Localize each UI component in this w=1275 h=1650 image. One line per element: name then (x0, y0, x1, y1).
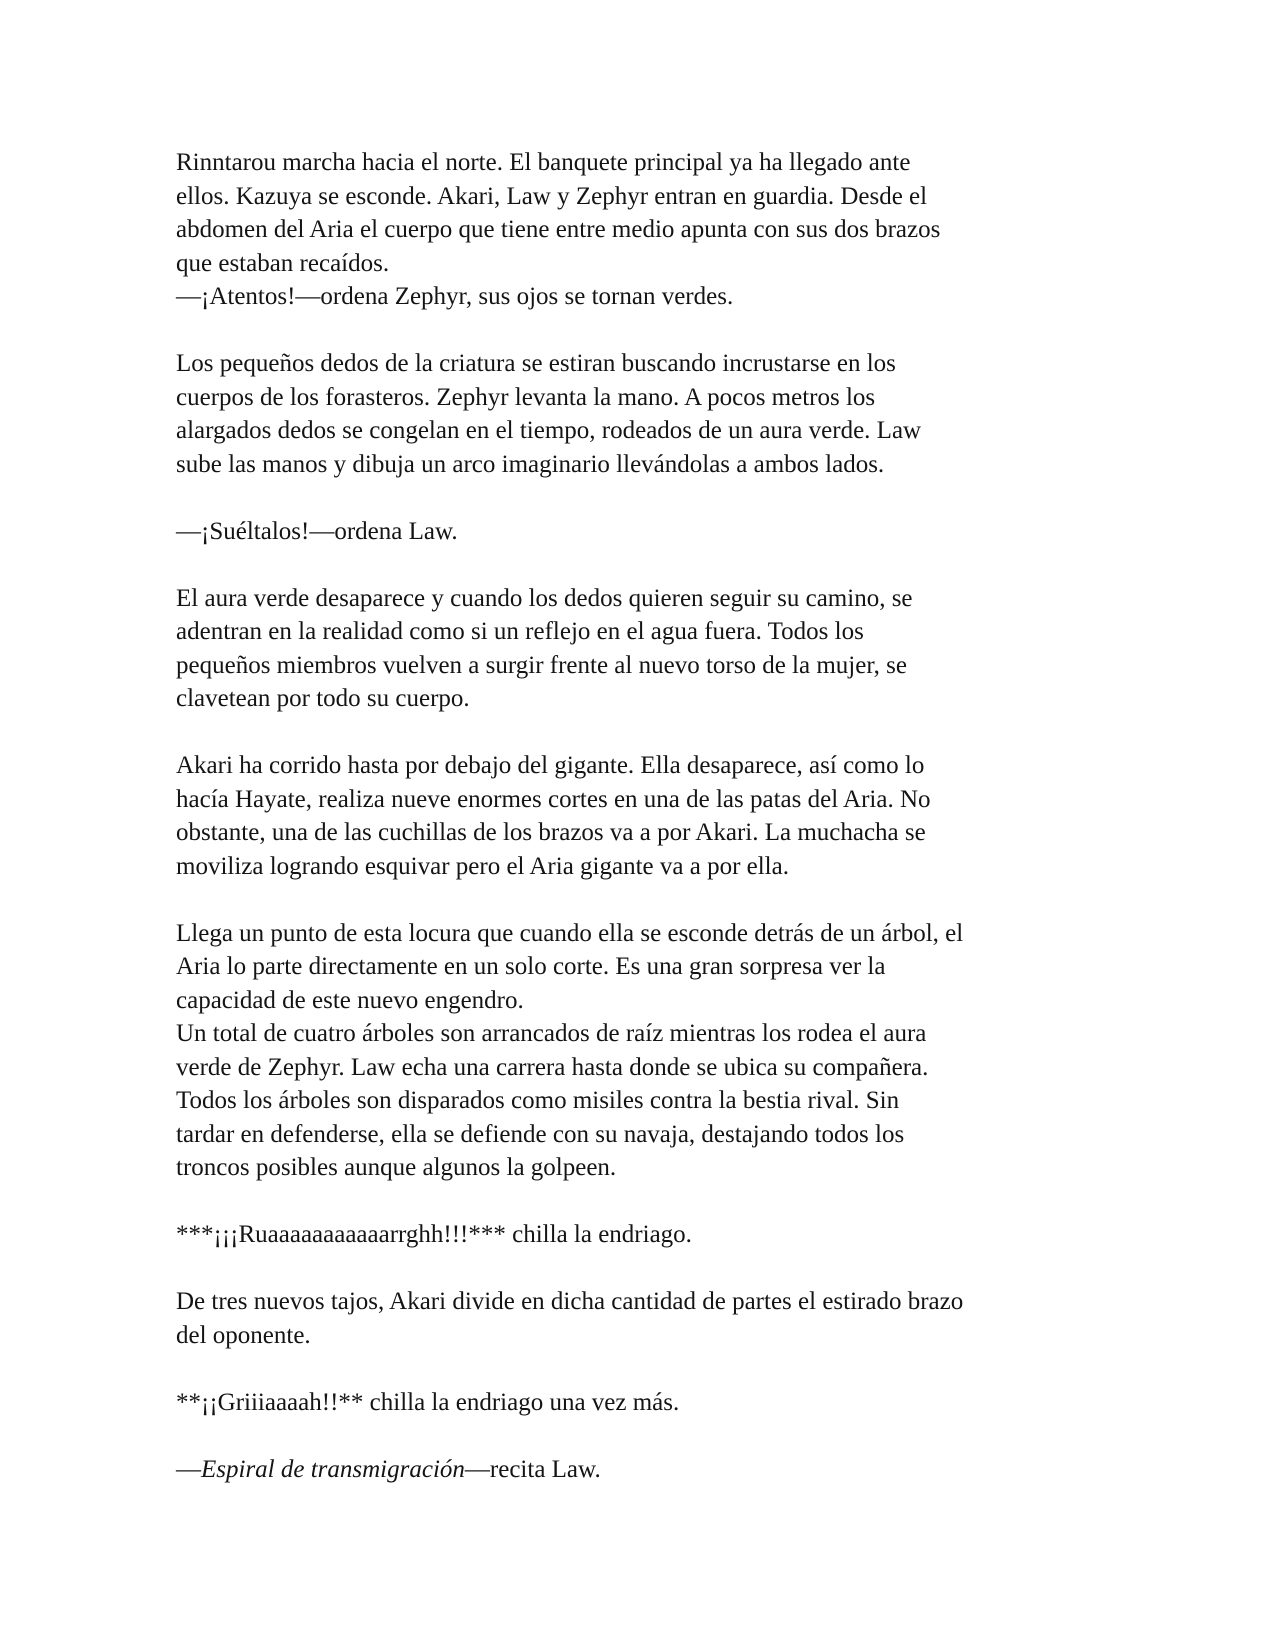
dialogue-tag: —recita Law. (464, 1455, 601, 1483)
text-line: Los pequeños dedos de la criatura se estiran buscando incrustarse en los (176, 350, 896, 377)
text-line: Todos los árboles son disparados como misiles contra la bestia rival. Sin (176, 1087, 900, 1114)
text-line: tardar en defenderse, ella se defiende con su navaja, destajando todos los (176, 1120, 905, 1148)
exclamation-line (176, 1218, 1106, 1252)
text-line: ***¡¡¡Ruaaaaaaaaaaarrghh!!!*** chilla la endriago. (176, 1221, 692, 1248)
text-line: verde de Zephyr. Law echa una carrera hasta donde se ubica su compañera. (176, 1053, 929, 1081)
paragraph (176, 582, 1106, 716)
text-line: del oponente. (176, 1321, 311, 1349)
text-line: sube las manos y dibuja un arco imaginario llevándolas a ambos lados. (176, 450, 885, 478)
body-text (176, 146, 1106, 1486)
paragraph (176, 917, 1106, 1018)
text-line: El aura verde desaparece y cuando los dedos quieren seguir su camino, se (176, 584, 913, 612)
text-line: alargados dedos se congelan en el tiempo, rodeados de un aura verde. Law (176, 417, 922, 444)
dialogue-line (176, 515, 1106, 549)
text-line: capacidad de este nuevo engendro. (176, 986, 524, 1014)
text-line: Rinntarou marcha hacia el norte. El banquete principal ya ha llegado ante (176, 149, 911, 176)
italic-phrase: Espiral de transmigración (201, 1455, 465, 1483)
paragraph (176, 1285, 1106, 1352)
text-line: Llega un punto de esta locura que cuando ella se esconde detrás de un árbol, el (176, 919, 964, 947)
paragraph (176, 146, 1106, 280)
text-line: que estaban recaídos. (176, 249, 390, 277)
text-line: adentran en la realidad como si un reflejo en el agua fuera. Todos los (176, 618, 864, 645)
text-line: —¡Atentos!—ordena Zephyr, sus ojos se tornan verdes. (176, 283, 734, 310)
text-line: clavetean por todo su cuerpo. (176, 685, 470, 712)
exclamation-line (176, 1386, 1106, 1420)
dialogue-line (176, 1453, 1106, 1487)
text-line: troncos posibles aunque algunos la golpeen. (176, 1154, 617, 1181)
text-line: moviliza logrando esquivar pero el Aria gigante va a por ella. (176, 852, 789, 880)
text-line: obstante, una de las cuchillas de los brazos va a por Akari. La muchacha se (176, 819, 926, 846)
text-line: De tres nuevos tajos, Akari divide en dicha cantidad de partes el estirado brazo (176, 1288, 964, 1315)
text-line: pequeños miembros vuelven a surgir frente al nuevo torso de la mujer, se (176, 651, 907, 679)
paragraph (176, 749, 1106, 883)
text-line: —¡Suéltalos!—ordena Law. (176, 517, 458, 545)
text-line: hacía Hayate, realiza nueve enormes cortes en una de las patas del Aria. No (176, 785, 931, 813)
dialogue-line (176, 280, 1106, 314)
text-line: Akari ha corrido hasta por debajo del gigante. Ella desaparece, así como lo (176, 752, 925, 779)
paragraph (176, 347, 1106, 481)
text-line: ellos. Kazuya se esconde. Akari, Law y Zephyr entran en guardia. Desde el (176, 182, 928, 210)
text-line: Un total de cuatro árboles son arrancados de raíz mientras los rodea el aura (176, 1020, 927, 1047)
text-line: cuerpos de los forasteros. Zephyr levanta la mano. A pocos metros los (176, 383, 876, 411)
text-line (176, 1453, 1106, 1487)
text-line: **¡¡Griiiaaaah!!** chilla la endriago una vez más. (176, 1388, 680, 1416)
text-line: abdomen del Aria el cuerpo que tiene entre medio apunta con sus dos brazos (176, 216, 941, 243)
text-line: Aria lo parte directamente en un solo corte. Es una gran sorpresa ver la (176, 953, 886, 980)
dash: — (176, 1455, 201, 1483)
paragraph (176, 1017, 1106, 1185)
